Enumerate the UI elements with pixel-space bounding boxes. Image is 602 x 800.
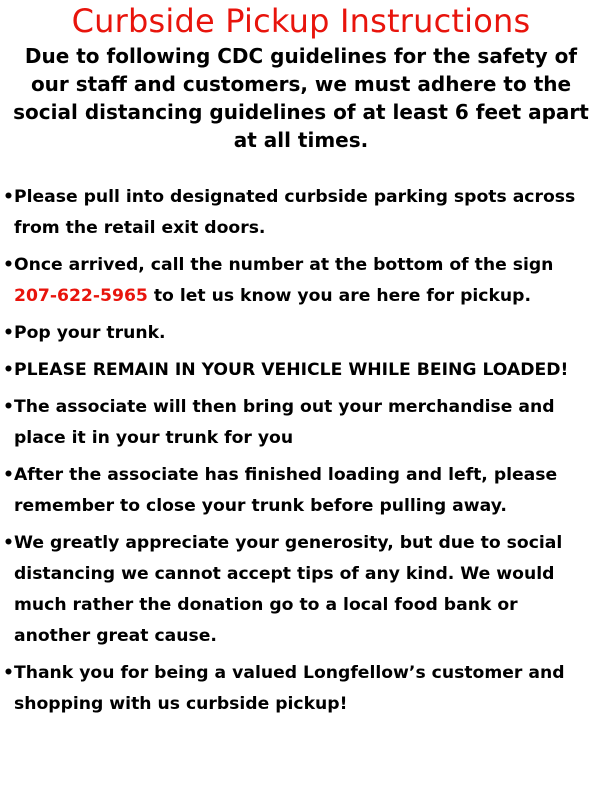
instruction-text: PLEASE REMAIN IN YOUR VEHICLE WHILE BEING LOADED! [14, 360, 569, 380]
instruction-text: Please pull into designated curbside parking spots across from the retail exit doors. [14, 187, 576, 238]
instruction-item-pull-in [4, 182, 598, 244]
bullet-icon: • [3, 663, 14, 683]
instruction-text: Pop your trunk. [14, 323, 166, 343]
instruction-text: to let us know you are here for pickup. [147, 286, 531, 306]
instruction-text: Once arrived, call the number at the bottom of the sign [14, 255, 554, 275]
instruction-item-call [4, 250, 598, 312]
instruction-text: We greatly appreciate your generosity, but due to social distancing we cannot accept tips of any kind. We would much rather the donation go to a local food bank or another great cause. [14, 533, 563, 646]
instruction-item-thank-you [4, 658, 598, 720]
instruction-text: Thank you for being a valued Longfellow’s customer and shopping with us curbside pickup! [14, 663, 565, 714]
phone-number: 207-622-5965 [14, 286, 148, 306]
instruction-item-associate [4, 392, 598, 454]
bullet-icon: • [3, 397, 14, 417]
instruction-text: After the associate has finished loading and left, please remember to close your trunk before pulling away. [14, 465, 558, 516]
bullet-icon: • [3, 323, 14, 343]
instruction-item-remain [4, 355, 598, 386]
page-title: Curbside Pickup Instructions [71, 2, 531, 40]
bullet-icon: • [3, 465, 14, 485]
bullet-icon: • [3, 255, 14, 275]
instructions-list [0, 182, 602, 720]
instruction-item-close-trunk [4, 460, 598, 522]
intro-paragraph: Due to following CDC guidelines for the safety of our staff and customers, we must adhere to the social distancing guidelines of at least 6 feet apart at all times. [13, 44, 589, 152]
instruction-text: The associate will then bring out your merchandise and place it in your trunk for you [14, 397, 555, 448]
instruction-item-no-tips [4, 528, 598, 652]
instruction-item-trunk [4, 318, 598, 349]
bullet-icon: • [3, 533, 14, 553]
bullet-icon: • [3, 360, 14, 380]
bullet-icon: • [3, 187, 14, 207]
